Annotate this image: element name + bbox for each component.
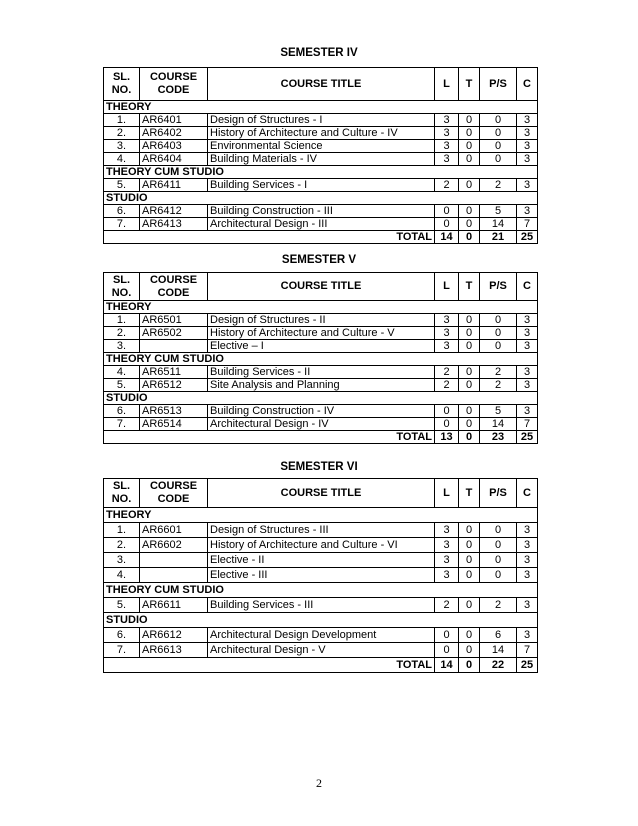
l-cell: 3 bbox=[435, 538, 459, 553]
course-title-cell: Building Services - II bbox=[208, 366, 435, 379]
t-cell: 0 bbox=[459, 553, 480, 568]
total-ps: 22 bbox=[480, 658, 517, 673]
t-cell: 0 bbox=[459, 218, 480, 231]
table-row bbox=[104, 643, 538, 658]
group-label: THEORY bbox=[104, 101, 538, 114]
c-cell: 3 bbox=[517, 314, 538, 327]
ps-cell: 0 bbox=[480, 523, 517, 538]
course-table bbox=[103, 67, 538, 244]
total-c: 25 bbox=[517, 231, 538, 244]
course-code-cell: AR6513 bbox=[140, 405, 208, 418]
group-label: THEORY CUM STUDIO bbox=[104, 583, 538, 598]
ps-cell: 14 bbox=[480, 418, 517, 431]
header-course-code bbox=[140, 273, 208, 301]
ps-cell: 0 bbox=[480, 153, 517, 166]
table-row bbox=[104, 314, 538, 327]
t-cell: 0 bbox=[459, 598, 480, 613]
c-cell: 3 bbox=[517, 366, 538, 379]
course-title-cell: History of Architecture and Culture - VI bbox=[208, 538, 435, 553]
total-t: 0 bbox=[459, 231, 480, 244]
sl-no-cell: 3. bbox=[104, 140, 140, 153]
group-row bbox=[104, 583, 538, 598]
c-cell: 3 bbox=[517, 568, 538, 583]
header-l: L bbox=[435, 479, 459, 508]
course-code-cell: AR6612 bbox=[140, 628, 208, 643]
sl-no-cell: 6. bbox=[104, 205, 140, 218]
table-row bbox=[104, 114, 538, 127]
total-row bbox=[104, 431, 538, 444]
semester-title: SEMESTER VI bbox=[280, 461, 358, 473]
semester-title: SEMESTER IV bbox=[280, 47, 358, 59]
c-cell: 7 bbox=[517, 218, 538, 231]
header-course-title: COURSE TITLE bbox=[208, 68, 435, 101]
header-l: L bbox=[435, 273, 459, 301]
course-code-cell: AR6401 bbox=[140, 114, 208, 127]
total-t: 0 bbox=[459, 658, 480, 673]
course-title-cell: Elective - II bbox=[208, 553, 435, 568]
l-cell: 3 bbox=[435, 553, 459, 568]
ps-cell: 0 bbox=[480, 568, 517, 583]
course-code-cell: AR6412 bbox=[140, 205, 208, 218]
header-c: C bbox=[517, 479, 538, 508]
group-row bbox=[104, 166, 538, 179]
group-label: STUDIO bbox=[104, 392, 538, 405]
header-course-code bbox=[140, 68, 208, 101]
header-c: C bbox=[517, 273, 538, 301]
t-cell: 0 bbox=[459, 418, 480, 431]
c-cell: 3 bbox=[517, 140, 538, 153]
header-ps: P/S bbox=[480, 273, 517, 301]
l-cell: 0 bbox=[435, 628, 459, 643]
course-title-cell: Architectural Design - III bbox=[208, 218, 435, 231]
sl-no-cell: 7. bbox=[104, 643, 140, 658]
ps-cell: 0 bbox=[480, 327, 517, 340]
total-l: 14 bbox=[435, 658, 459, 673]
total-label: TOTAL bbox=[104, 658, 435, 673]
group-label: STUDIO bbox=[104, 613, 538, 628]
t-cell: 0 bbox=[459, 153, 480, 166]
l-cell: 2 bbox=[435, 179, 459, 192]
l-cell: 0 bbox=[435, 643, 459, 658]
sl-no-cell: 2. bbox=[104, 327, 140, 340]
l-cell: 3 bbox=[435, 314, 459, 327]
ps-cell: 14 bbox=[480, 218, 517, 231]
course-code-cell: AR6502 bbox=[140, 327, 208, 340]
group-label: STUDIO bbox=[104, 192, 538, 205]
table-row bbox=[104, 366, 538, 379]
group-label: THEORY CUM STUDIO bbox=[104, 166, 538, 179]
l-cell: 3 bbox=[435, 114, 459, 127]
c-cell: 3 bbox=[517, 127, 538, 140]
course-title-cell: Building Construction - III bbox=[208, 205, 435, 218]
course-title-cell: Design of Structures - I bbox=[208, 114, 435, 127]
course-code-cell: AR6511 bbox=[140, 366, 208, 379]
group-row bbox=[104, 192, 538, 205]
c-cell: 3 bbox=[517, 114, 538, 127]
header-row bbox=[104, 273, 538, 301]
header-sl-text: SL. bbox=[112, 273, 131, 286]
sl-no-cell: 6. bbox=[104, 405, 140, 418]
t-cell: 0 bbox=[459, 366, 480, 379]
l-cell: 2 bbox=[435, 366, 459, 379]
table-row bbox=[104, 628, 538, 643]
table-row bbox=[104, 418, 538, 431]
course-code-cell: AR6514 bbox=[140, 418, 208, 431]
t-cell: 0 bbox=[459, 523, 480, 538]
header-sl-text: SL. bbox=[112, 480, 131, 492]
t-cell: 0 bbox=[459, 179, 480, 192]
ps-cell: 0 bbox=[480, 114, 517, 127]
sl-no-cell: 4. bbox=[104, 568, 140, 583]
l-cell: 3 bbox=[435, 127, 459, 140]
header-row bbox=[104, 479, 538, 508]
table-row bbox=[104, 127, 538, 140]
c-cell: 3 bbox=[517, 153, 538, 166]
ps-cell: 2 bbox=[480, 179, 517, 192]
c-cell: 3 bbox=[517, 205, 538, 218]
total-ps: 23 bbox=[480, 431, 517, 444]
header-course-title: COURSE TITLE bbox=[208, 479, 435, 508]
t-cell: 0 bbox=[459, 538, 480, 553]
total-t: 0 bbox=[459, 431, 480, 444]
ps-cell: 0 bbox=[480, 553, 517, 568]
sl-no-cell: 2. bbox=[104, 538, 140, 553]
table-row bbox=[104, 405, 538, 418]
header-t: T bbox=[459, 479, 480, 508]
course-code-cell: AR6403 bbox=[140, 140, 208, 153]
header-c: C bbox=[517, 68, 538, 101]
course-code-cell: AR6611 bbox=[140, 598, 208, 613]
table-row bbox=[104, 379, 538, 392]
course-table bbox=[103, 272, 538, 444]
group-row bbox=[104, 101, 538, 114]
l-cell: 0 bbox=[435, 218, 459, 231]
total-label: TOTAL bbox=[104, 431, 435, 444]
header-code-text: CODE bbox=[157, 286, 190, 299]
l-cell: 2 bbox=[435, 598, 459, 613]
ps-cell: 0 bbox=[480, 314, 517, 327]
sl-no-cell: 4. bbox=[104, 153, 140, 166]
course-code-cell bbox=[140, 568, 208, 583]
course-code-cell: AR6512 bbox=[140, 379, 208, 392]
course-code-cell: AR6602 bbox=[140, 538, 208, 553]
c-cell: 3 bbox=[517, 179, 538, 192]
ps-cell: 0 bbox=[480, 340, 517, 353]
group-row bbox=[104, 353, 538, 366]
l-cell: 0 bbox=[435, 405, 459, 418]
c-cell: 3 bbox=[517, 628, 538, 643]
course-code-cell: AR6601 bbox=[140, 523, 208, 538]
t-cell: 0 bbox=[459, 379, 480, 392]
ps-cell: 5 bbox=[480, 205, 517, 218]
header-sl-no bbox=[104, 68, 140, 101]
header-course-text: COURSE bbox=[149, 480, 198, 492]
t-cell: 0 bbox=[459, 314, 480, 327]
l-cell: 3 bbox=[435, 140, 459, 153]
table-row bbox=[104, 179, 538, 192]
semester-title: SEMESTER V bbox=[281, 254, 357, 266]
group-row bbox=[104, 392, 538, 405]
course-title-cell: Building Materials - IV bbox=[208, 153, 435, 166]
group-label: THEORY bbox=[104, 301, 538, 314]
course-code-cell: AR6413 bbox=[140, 218, 208, 231]
sl-no-cell: 7. bbox=[104, 418, 140, 431]
course-code-cell bbox=[140, 340, 208, 353]
page-number: 2 bbox=[316, 776, 322, 790]
l-cell: 3 bbox=[435, 568, 459, 583]
course-title-cell: Environmental Science bbox=[208, 140, 435, 153]
table-row bbox=[104, 218, 538, 231]
table-row bbox=[104, 205, 538, 218]
t-cell: 0 bbox=[459, 205, 480, 218]
total-ps: 21 bbox=[480, 231, 517, 244]
l-cell: 0 bbox=[435, 205, 459, 218]
t-cell: 0 bbox=[459, 127, 480, 140]
course-title-cell: Architectural Design Development bbox=[208, 628, 435, 643]
t-cell: 0 bbox=[459, 628, 480, 643]
table-row bbox=[104, 538, 538, 553]
ps-cell: 0 bbox=[480, 538, 517, 553]
sl-no-cell: 2. bbox=[104, 127, 140, 140]
c-cell: 7 bbox=[517, 418, 538, 431]
total-l: 14 bbox=[435, 231, 459, 244]
l-cell: 3 bbox=[435, 327, 459, 340]
ps-cell: 5 bbox=[480, 405, 517, 418]
ps-cell: 6 bbox=[480, 628, 517, 643]
table-row bbox=[104, 523, 538, 538]
course-title-cell: History of Architecture and Culture - IV bbox=[208, 127, 435, 140]
ps-cell: 14 bbox=[480, 643, 517, 658]
group-row bbox=[104, 301, 538, 314]
header-ps: P/S bbox=[480, 479, 517, 508]
header-no-text: NO. bbox=[111, 84, 132, 96]
course-code-cell: AR6404 bbox=[140, 153, 208, 166]
total-row bbox=[104, 658, 538, 673]
header-code-text: CODE bbox=[157, 493, 190, 505]
t-cell: 0 bbox=[459, 327, 480, 340]
group-row bbox=[104, 613, 538, 628]
table-row bbox=[104, 153, 538, 166]
total-row bbox=[104, 231, 538, 244]
sl-no-cell: 3. bbox=[104, 553, 140, 568]
sl-no-cell: 1. bbox=[104, 114, 140, 127]
course-table bbox=[103, 478, 538, 673]
header-no-text: NO. bbox=[111, 493, 132, 505]
course-title-cell: Design of Structures - II bbox=[208, 314, 435, 327]
course-title-cell: Building Services - III bbox=[208, 598, 435, 613]
header-l: L bbox=[435, 68, 459, 101]
course-code-cell: AR6402 bbox=[140, 127, 208, 140]
header-course-title: COURSE TITLE bbox=[208, 273, 435, 301]
header-course-text: COURSE bbox=[149, 71, 198, 83]
course-code-cell: AR6501 bbox=[140, 314, 208, 327]
course-title-cell: Elective - III bbox=[208, 568, 435, 583]
header-code-text: CODE bbox=[157, 84, 190, 96]
ps-cell: 0 bbox=[480, 127, 517, 140]
group-label: THEORY CUM STUDIO bbox=[104, 353, 538, 366]
course-code-cell: AR6411 bbox=[140, 179, 208, 192]
sl-no-cell: 5. bbox=[104, 179, 140, 192]
header-course-code bbox=[140, 479, 208, 508]
table-row bbox=[104, 327, 538, 340]
header-course-text: COURSE bbox=[149, 273, 198, 286]
c-cell: 3 bbox=[517, 327, 538, 340]
l-cell: 3 bbox=[435, 153, 459, 166]
course-title-cell: Architectural Design - V bbox=[208, 643, 435, 658]
header-t: T bbox=[459, 68, 480, 101]
sl-no-cell: 5. bbox=[104, 598, 140, 613]
header-sl-no bbox=[104, 479, 140, 508]
l-cell: 3 bbox=[435, 340, 459, 353]
ps-cell: 2 bbox=[480, 379, 517, 392]
l-cell: 3 bbox=[435, 523, 459, 538]
sl-no-cell: 6. bbox=[104, 628, 140, 643]
ps-cell: 2 bbox=[480, 366, 517, 379]
header-row bbox=[104, 68, 538, 101]
sl-no-cell: 5. bbox=[104, 379, 140, 392]
c-cell: 3 bbox=[517, 523, 538, 538]
c-cell: 3 bbox=[517, 553, 538, 568]
table-row bbox=[104, 140, 538, 153]
sl-no-cell: 1. bbox=[104, 314, 140, 327]
c-cell: 3 bbox=[517, 340, 538, 353]
ps-cell: 0 bbox=[480, 140, 517, 153]
course-title-cell: Architectural Design - IV bbox=[208, 418, 435, 431]
table-row bbox=[104, 568, 538, 583]
sl-no-cell: 7. bbox=[104, 218, 140, 231]
t-cell: 0 bbox=[459, 568, 480, 583]
course-code-cell: AR6613 bbox=[140, 643, 208, 658]
c-cell: 3 bbox=[517, 405, 538, 418]
course-title-cell: Design of Structures - III bbox=[208, 523, 435, 538]
total-c: 25 bbox=[517, 431, 538, 444]
course-title-cell: Elective – I bbox=[208, 340, 435, 353]
t-cell: 0 bbox=[459, 405, 480, 418]
c-cell: 3 bbox=[517, 598, 538, 613]
sl-no-cell: 3. bbox=[104, 340, 140, 353]
t-cell: 0 bbox=[459, 643, 480, 658]
total-label: TOTAL bbox=[104, 231, 435, 244]
c-cell: 3 bbox=[517, 379, 538, 392]
group-row bbox=[104, 508, 538, 523]
header-t: T bbox=[459, 273, 480, 301]
header-no-text: NO. bbox=[111, 286, 132, 299]
course-title-cell: Building Services - I bbox=[208, 179, 435, 192]
t-cell: 0 bbox=[459, 114, 480, 127]
header-ps: P/S bbox=[480, 68, 517, 101]
table-row bbox=[104, 340, 538, 353]
course-code-cell bbox=[140, 553, 208, 568]
t-cell: 0 bbox=[459, 340, 480, 353]
table-row bbox=[104, 553, 538, 568]
sl-no-cell: 4. bbox=[104, 366, 140, 379]
header-sl-text: SL. bbox=[112, 71, 131, 83]
course-title-cell: History of Architecture and Culture - V bbox=[208, 327, 435, 340]
c-cell: 3 bbox=[517, 538, 538, 553]
total-l: 13 bbox=[435, 431, 459, 444]
total-c: 25 bbox=[517, 658, 538, 673]
l-cell: 2 bbox=[435, 379, 459, 392]
c-cell: 7 bbox=[517, 643, 538, 658]
t-cell: 0 bbox=[459, 140, 480, 153]
header-sl-no bbox=[104, 273, 140, 301]
group-label: THEORY bbox=[104, 508, 538, 523]
course-title-cell: Building Construction - IV bbox=[208, 405, 435, 418]
course-title-cell: Site Analysis and Planning bbox=[208, 379, 435, 392]
table-row bbox=[104, 598, 538, 613]
sl-no-cell: 1. bbox=[104, 523, 140, 538]
ps-cell: 2 bbox=[480, 598, 517, 613]
l-cell: 0 bbox=[435, 418, 459, 431]
